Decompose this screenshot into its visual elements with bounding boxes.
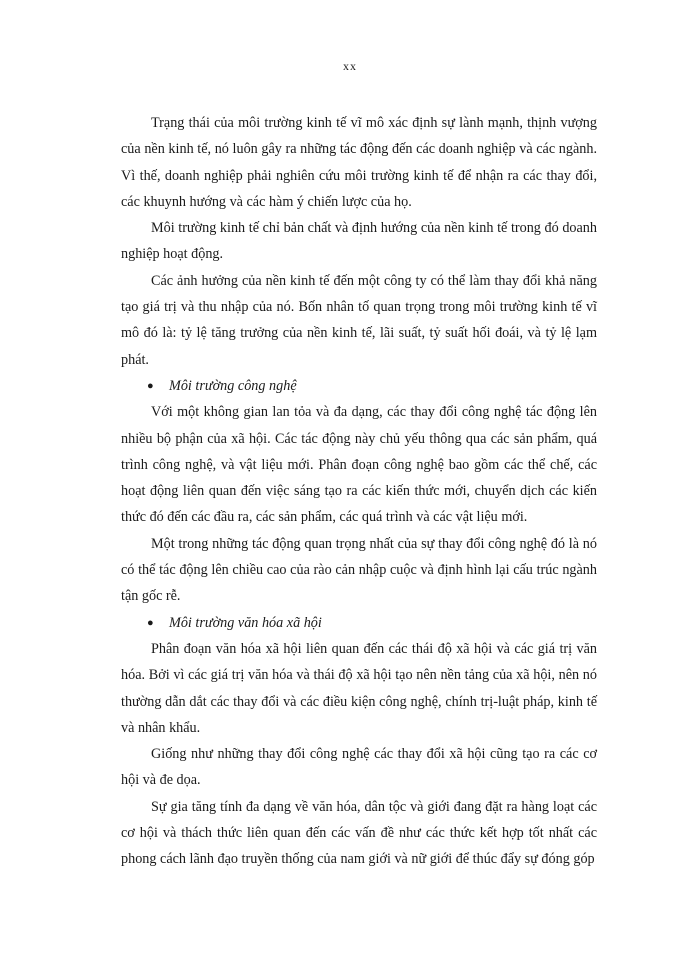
bullet-icon: ● bbox=[147, 379, 154, 392]
bullet-heading-label: Môi trường văn hóa xã hội bbox=[169, 614, 322, 631]
paragraph-diversity: Sự gia tăng tính đa dạng về văn hóa, dân tộc và giới đang đặt ra hàng loạt các cơ hội và thách thức liên quan đến các vấn đề như các thức kết hợp tốt nhất các phong cách lãnh đạo truyền thống của nam giới và nữ giới để thúc đẩy sự đóng góp bbox=[121, 798, 597, 868]
paragraph-technology-changes: Với một không gian lan tỏa và đa dạng, các thay đổi công nghệ tác động lên nhiều bộ phận của xã hội. Các tác động này chủ yếu thông qua các sản phẩm, quá trình công nghệ, và vật liệu mới. Phân đoạn công nghệ bao gồm các thể chế, các hoạt động liên quan đến việc sáng tạo ra các kiến thức mới, chuyển dịch các kiến thức đó đến các đầu ra, các sản phẩm, các quá trình và các vật liệu mới. bbox=[121, 404, 597, 526]
page-number: xx bbox=[343, 59, 357, 73]
paragraph-economic-environment: Môi trường kinh tế chỉ bản chất và định hướng của nền kinh tế trong đó doanh nghiệp hoạt động. bbox=[121, 220, 597, 263]
paragraph-technology-impact: Một trong những tác động quan trọng nhất của sự thay đổi công nghệ đó là nó có thể tác động lên chiều cao của rào cản nhập cuộc và định hình lại cấu trúc ngành tận gốc rễ. bbox=[121, 535, 597, 605]
paragraph-economic-factors: Các ảnh hưởng của nền kinh tế đến một công ty có thể làm thay đổi khả năng tạo giá trị và thu nhập của nó. Bốn nhân tố quan trọng trong môi trường kinh tế vĩ mô đó là: tỷ lệ tăng trưởng của nền kinh tế, lãi suất, tỷ suất hối đoái, và tỷ lệ lạm phát. bbox=[121, 272, 597, 368]
bullet-heading-label: Môi trường công nghệ bbox=[169, 377, 297, 394]
paragraph-social-changes: Giống như những thay đổi công nghệ các thay đổi xã hội cũng tạo ra các cơ hội và đe dọa. bbox=[121, 746, 597, 789]
body-text bbox=[121, 110, 597, 873]
bullet-heading-socio-cultural bbox=[121, 610, 597, 636]
paragraph-macro-economy: Trạng thái của môi trường kinh tế vĩ mô xác định sự lành mạnh, thịnh vượng của nền kinh tế, nó luôn gây ra những tác động đến các doanh nghiệp và các ngành. Vì thế, doanh nghiệp phải nghiên cứu môi trường kinh tế để nhận ra các thay đổi, các khuynh hướng và các hàm ý chiến lược của họ. bbox=[121, 115, 597, 210]
bullet-heading-technology bbox=[121, 373, 597, 399]
bullet-icon: ● bbox=[147, 616, 154, 629]
paragraph-socio-cultural: Phân đoạn văn hóa xã hội liên quan đến các thái độ xã hội và các giá trị văn hóa. Bởi vì các giá trị văn hóa và thái độ xã hội tạo nên nền tảng của xã hội, nên nó thường dẫn dắt các thay đổi và các điều kiện công nghệ, chính trị-luật pháp, kinh tế và nhân khẩu. bbox=[121, 640, 597, 736]
